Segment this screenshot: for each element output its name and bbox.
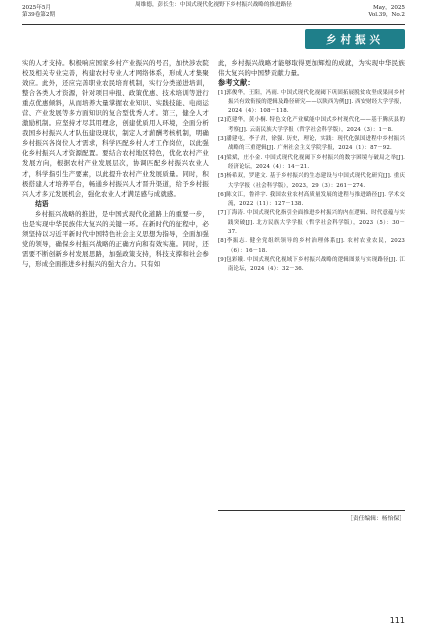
section-band: 乡村振兴 [305,29,405,49]
body-paragraph-continuation: 此，乡村振兴战略才能够取得更加辉煌的成就，为实现中华民族伟大复兴的中国梦贡献力量。 [218,59,405,78]
reference-item-4: [4]梁斌，庄小金. 中国式现代化视阈下乡村振兴的数字困境与破局之举[J]. 经济论坛，2024（4）：14－21. [218,154,405,170]
reference-item-7: [7]丁海涛. 中国式现代化指引全面推进乡村振兴的内在逻辑、时代意蕴与实践突破[J]. 北方民族大学学报（哲学社会科学版），2023（5）：30－37. [218,210,405,236]
reference-item-2: [2]范建华，黄小桐. 特色文化产业赋能中国式乡村现代化——基于腾庆县的考察[J]. 云南民族大学学报（哲学社会科学版），2024（3）：1－8. [218,117,405,133]
running-header-left [22,5,55,20]
header-rule [22,24,405,25]
running-header-title: 周维德，彭长生：中国式现代化视野下乡村振兴战略的推进路径 [135,2,292,8]
left-column [22,58,209,269]
reference-item-3: [3]潘建屯，李子君，徐强. 历史，理论，实践：现代化强国进程中乡村振兴战略的三重逻辑[J]. 广州社会主义学院学报，2024（1）：87－92. [218,136,405,152]
reference-item-9: [9]包彩娥. 中国式现代化视域下乡村振兴战略的逻辑图景与实现路径[J]. 江南论坛，2024（4）：32－36. [218,256,405,273]
header-volume-en: Vol.39，No.2 [368,12,405,19]
section-heading-conclusion: 结语 [35,199,49,208]
reference-item-5: [5]杨希双，罗建文. 基于乡村振兴的生态建设与中国式现代化研究[J]. 重庆大学学报（社会科学版），2023，29（3）：261－274. [218,173,405,189]
header-date-en: May，2025 [372,5,405,11]
body-paragraph-1: 实的人才支持。积极响应国家乡村产业振兴的号召，加快涉农院校及相关专业完善，构建农村专业人才网络体系，形成人才集聚效应。此外，还应完善职业农民培育机制，实行分类递进培训，整合各类人才资源，针对项目申报、政策优惠、技术培训等进行重点优惠倾斜，从而培养大量掌握农业知识、实践技能、电商运营、产业发展等多方面知识的复合型优秀人才。第三，健全人才激励机制。应坚持才尽其用理念，创建优质用人环境，全面分析我国乡村振兴人才队伍建设现状，制定人才薪酬考核机制，明确乡村振兴各岗位人才需求，科学匹配乡村人才工作岗位，以此强化乡村振兴人才资源配置。要结合农村地区特色，优化农村产业发展方向，根据农村产业发展层次，协调匹配乡村振兴农业人才，科学指引生产要素，以此提升农村产业发展质量。同时，积极搭建人才培养平台，畅通乡村振兴人才晋升渠道，给予乡村振兴人才多元发展机会，强化农业人才满足感与成就感。 [22,59,209,198]
right-column [218,58,405,275]
body-paragraph-2: 乡村振兴战略的推进，是中国式现代化道路上的重要一步，也是实现中华民族伟大复兴的关键一环。在新时代的征程中，必须坚持以习近平新时代中国特色社会主义思想为指导，全面加强党的领导，确保乡村振兴战略的正确方向和有效实施。同时，还需要不断创新乡村发展思路，加强政策支持，科技支撑和社会参与，形成全面推进乡村振兴的强大合力。只有如 [22,209,209,268]
header-volume: 第39卷第2期 [22,12,56,19]
reference-item-8: [8]李振志. 健全党组织领导的乡村治理体系[J]. 农村农业农民，2023（6）：16－18. [218,238,405,254]
running-header-right [368,5,405,20]
editor-rule [218,510,405,511]
page-number: 111 [389,616,405,625]
reference-item-6: [6]陈文江，鲁祥宇. 我国农业农村高质量发展的进程与推进路径[J]. 学术交流，2022（11）：127－138. [218,191,405,208]
header-date: 2025年5月 [22,5,51,11]
responsible-editor: ［责任编辑：杨怡保］ [347,516,405,522]
reference-item-1: [1]郭俊华，王阳，冯雨. 中国式现代化视阈下巩固拓展脱贫攻坚成果同乡村振兴有效衔接的逻辑及路径研究——以陕西为例[J]. 西安财经大学学报，2024（4）：108－118. [218,89,405,115]
references-title: 参考文献： [218,78,255,88]
